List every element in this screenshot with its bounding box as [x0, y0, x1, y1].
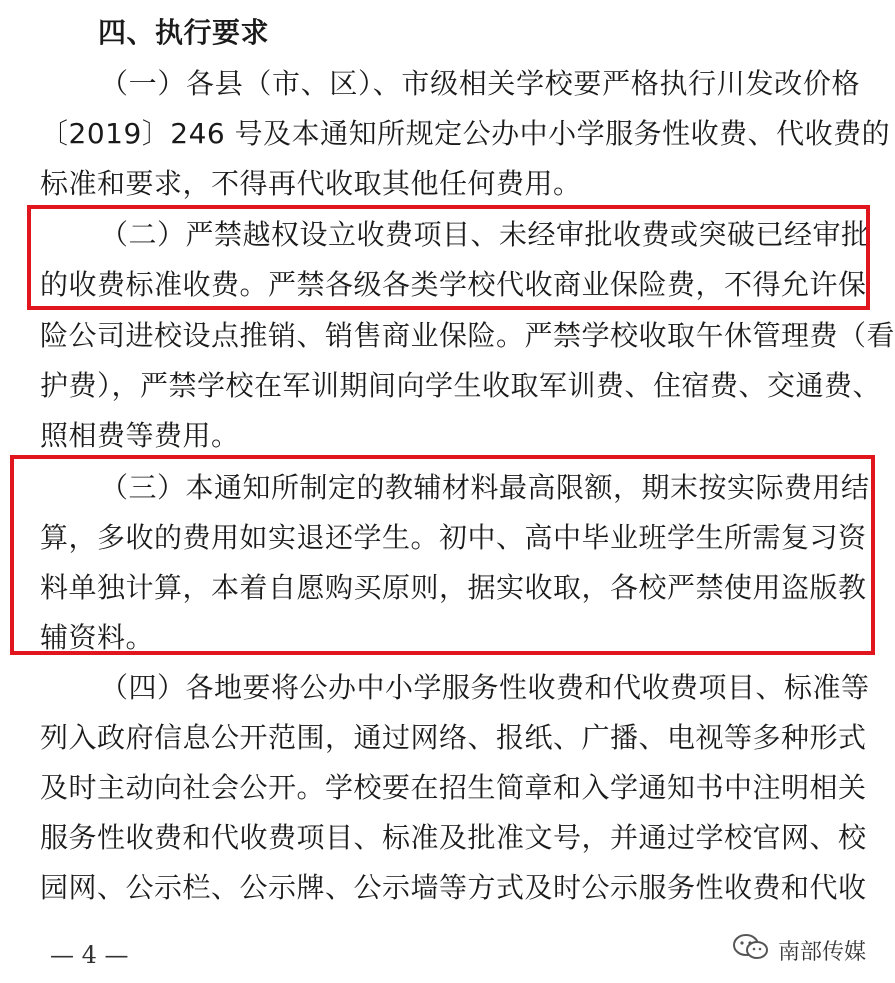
brand-name: 南部传媒 [778, 939, 867, 965]
highlight-box [10, 455, 875, 655]
paragraph-line: （三）本通知所制定的教辅材料最高限额，期末按实际费用结 [100, 471, 870, 504]
watermark [732, 932, 866, 968]
paragraph-line: 料单独计算，本着自愿购买原则，据实收取，各校严禁使用盗版教 [40, 571, 867, 604]
paragraph-line: 险公司进校设点推销、销售商业保险。严禁学校收取午休管理费（看 [40, 319, 895, 352]
paragraph-line: 算，多收的费用如实退还学生。初中、高中毕业班学生所需复习资 [40, 521, 867, 554]
paragraph-line: （二）严禁越权设立收费项目、未经审批收费或突破已经审批 [100, 218, 870, 251]
paragraph-line: 标准和要求，不得再代收取其他任何费用。 [40, 167, 582, 200]
section-heading: 四、执行要求 [98, 16, 270, 49]
paragraph-line: 护费），严禁学校在军训期间向学生收取军训费、住宿费、交通费、 [40, 369, 882, 402]
paragraph-line: （一）各县（市、区）、市级相关学校要严格执行川发改价格 [100, 67, 860, 100]
paragraph-line: （四）各地要将公办中小学服务性收费和代收费项目、标准等 [100, 671, 870, 704]
paragraph-line: 〔2019〕246 号及本通知所规定公办中小学服务性收费、代收费的 [40, 117, 891, 150]
paragraph-line: 及时主动向社会公开。学校要在招生简章和入学通知书中注明相关 [40, 771, 867, 804]
paragraph-line: 列入政府信息公开范围，通过网络、报纸、广播、电视等多种形式 [40, 721, 867, 754]
paragraph-line: 的收费标准收费。严禁各级各类学校代收商业保险费，不得允许保 [40, 268, 867, 301]
highlight-box [27, 205, 870, 310]
paragraph-line: 照相费等费用。 [40, 419, 240, 452]
paragraph-line: 园网、公示栏、公示牌、公示墙等方式及时公示服务性收费和代收 [40, 871, 867, 904]
paragraph-line: 服务性收费和代收费项目、标准及批准文号，并通过学校官网、校 [40, 821, 867, 854]
wechat-icon [732, 932, 770, 968]
paragraph-line: 辅资料。 [40, 621, 155, 654]
page-number: — 4 — [50, 941, 129, 969]
